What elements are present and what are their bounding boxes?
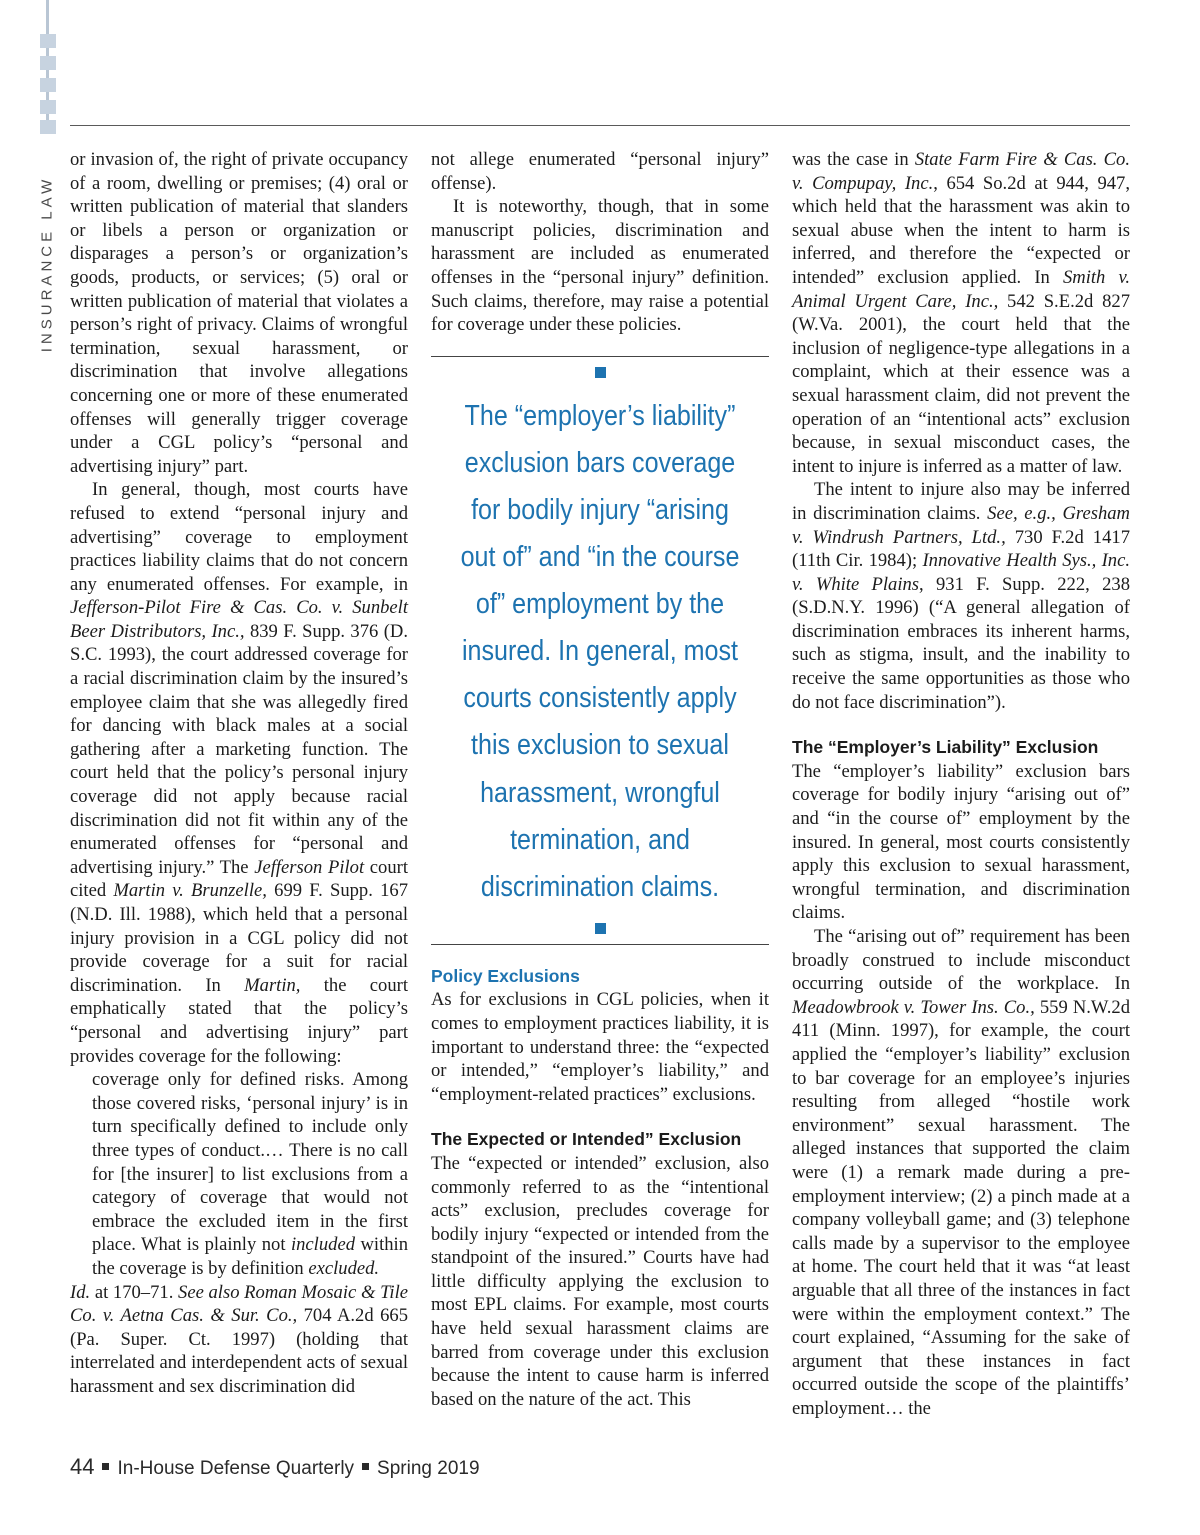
paragraph: It is noteworthy, though, that in some manuscript policies, discrimination and harassment are included as enumerated offenses in the “personal injury” definition. Such claims, therefore, may raise a potential for coverage under these policies. — [431, 196, 769, 336]
case-citation: Jefferson Pilot — [254, 856, 365, 878]
pull-quote-text: The “employer’s liability” exclusion bars coverage for bodily injury “arising out of” and “in the course of” employment by the insured. In general, most courts consistently apply this exclusion to sexual harassment, wrongful termination, and discrimination claims. — [460, 399, 740, 903]
square-bullet-icon — [362, 1463, 369, 1470]
margin-accent-dash — [40, 120, 56, 134]
paragraph: As for exclusions in CGL policies, when it comes to employment practices liability, it is important to understand three: the “expected or intended,” “employer’s liability,” and “employment-related practices” exclusions. — [431, 989, 769, 1105]
section-heading: The Expected or Intended” Exclusion — [431, 1129, 742, 1150]
section-heading: The “Employer’s Liability” Exclusion — [792, 737, 1099, 758]
block-quote: coverage only for defined risks. Among those covered risks, ‘personal injury’ is in turn specifically defined to include only three types of conduct.… There is no call for [the insurer] to list exclusions from a category of coverage that would not embrace the excluded item in the first place. What is plainly not included within the coverage is by definition excluded. — [92, 1069, 408, 1279]
paragraph: The “expected or intended” exclusion, also commonly referred to as the “intentional acts” exclusion, precludes coverage for bodily injury “expected or intended from the standpoint of the insured.” Courts have had little difficulty applying the exclusion to most EPL claims. For example, most courts have held sexual harassment claims are barred from coverage under this exclusion because the intent to cause harm is inferred based on the nature of the act. This — [431, 1152, 769, 1410]
pull-quote — [431, 356, 769, 945]
margin-accent-dash — [40, 78, 56, 92]
paragraph: In general, though, most courts have refused to extend “personal injury and advertising” coverage to employment practices liability claims that do not concern any enumerated offenses. For example, in Jefferson-Pilot Fire & Cas. Co. v. Sunbelt Beer Distributors, Inc., 839 F. Supp. 376 (D. S.C. 1993), the court addressed coverage for a racial discrimination claim by the insured’s employee claim that she was allegedly fired for dancing with black males at a social gathering after a marketing function. The court held that the policy’s personal injury coverage did not apply because racial discrimination did not fit within any of the enumerated offenses for “personal and advertising injury.” The Jefferson Pilot court cited Martin v. Brunzelle, 699 F. Supp. 167 (N.D. Ill. 1988), which held that a personal injury provision in a CGL policy did not provide coverage for a suit for racial discrimination. In Martin, the court emphatically stated that the policy’s “personal and advertising injury” part provides coverage for the following: — [70, 479, 408, 1067]
paragraph: The “employer’s liability” exclusion bars coverage for bodily injury “arising out of” and “in the course of” employment by the insured. In general, most courts consistently apply this exclusion to sexual harassment, wrongful termination, and discrimination claims. — [792, 760, 1130, 924]
square-bullet-icon — [595, 923, 606, 934]
case-citation: State Farm Fire & Cas. Co. v. Compupay, Inc. — [792, 149, 1130, 194]
paragraph: The “arising out of” requirement has been broadly construed to include misconduct occurring outside of the workplace. In Meadowbrook v. Tower Ins. Co., 559 N.W.2d 411 (Minn. 1997), for example, the court applied the “employer’s liability” exclusion to bar coverage for an employee’s injuries resulting from alleged “hostile work environment” sexual harassment. The alleged instances that supported the claim were (1) a remark made during a pre-employment interview; (2) a pinch made at a company volleyball game; and (3) telephone calls made by a supervisor to the employee at home. The court held that it was “at least arguable that all three of the instances in fact were within the employment context.” The court explained, “Assuming for the sake of argument that these instances in fact occurred outside the scope of the plaintiffs’ employment… the — [792, 926, 1130, 1419]
issue-date: Spring 2019 — [377, 1458, 480, 1479]
paragraph: or invasion of, the right of private occupancy of a room, dwelling or premises; (4) oral or written publication of material that slanders or libels a person or organization or disparages a person’s or organization’s goods, products, or services; (5) oral or written publication of material that violates a person’s right of privacy. Claims of wrongful termination, sexual harassment, or discrimination that involve allegations concerning one or more of these enumerated offenses will generally trigger coverage under a CGL policy’s “personal and advertising injury” part. — [70, 149, 408, 477]
page-footer — [70, 1454, 480, 1480]
square-bullet-icon — [102, 1463, 109, 1470]
section-label-text: INSURANCE LAW — [38, 175, 56, 353]
paragraph: Id. at 170–71. See also Roman Mosaic & Tile Co. v. Aetna Cas. & Sur. Co., 704 A.2d 665 (Pa. Super. Ct. 1997) (holding that interrelated and interdependent acts of sexual harassment and sex discrimination did — [70, 1281, 408, 1397]
publication-name: In-House Defense Quarterly — [117, 1458, 355, 1479]
case-citation: See, e.g., Gresham v. Windrush Partners, Ltd., — [792, 502, 1130, 548]
top-rule — [70, 125, 1130, 126]
square-bullet-icon — [595, 367, 606, 378]
margin-accent-dash — [40, 34, 56, 48]
case-citation: See also Roman Mosaic & Tile Co. v. Aetna Cas. & Sur. Co., — [70, 1281, 408, 1327]
column-3 — [792, 148, 1130, 1420]
case-citation: Smith v. Animal Urgent Care, Inc., — [792, 266, 1131, 312]
case-citation: Martin v. Brunzelle, — [113, 880, 267, 902]
paragraph: The intent to injure also may be inferred in discrimination claims. See, e.g., Gresham v. Windrush Partners, Ltd., 730 F.2d 1417 (11th Cir. 1984); Innovative Health Sys., Inc. v. White Plains, 931 F. Supp. 222, 238 (S.D.N.Y. 1996) (“A general allegation of discrimination embraces its inherent harms, such as stigma, insult, and the inability to receive the same opportunities as those who do not face discrimination”). — [792, 479, 1130, 713]
case-citation: Innovative Health Sys., Inc. v. White Plains — [792, 550, 1130, 595]
paragraph: not allege enumerated “personal injury” offense). — [431, 149, 769, 194]
section-label — [27, 154, 67, 374]
margin-accent-dash — [40, 100, 56, 114]
case-citation: Martin, — [244, 974, 301, 996]
section-heading: Policy Exclusions — [431, 965, 580, 986]
margin-accent-dash — [40, 56, 56, 70]
page-number: 44 — [70, 1454, 95, 1479]
paragraph: was the case in State Farm Fire & Cas. Co. v. Compupay, Inc., 654 So.2d at 944, 947, which held that the harassment was akin to sexual abuse when the intent to harm is inferred, and therefore the “expected or intended” exclusion applied. In Smith v. Animal Urgent Care, Inc., 542 S.E.2d 827 (W.Va. 2001), the court held that the inclusion of negligence-type allegations in a complaint, which at their essence was a sexual harassment claim, did not prevent the operation of an “intentional acts” exclusion because, in sexual misconduct cases, the intent to injure is inferred as a matter of law. — [792, 149, 1131, 477]
column-2 — [431, 148, 769, 1411]
column-1 — [70, 148, 408, 1398]
case-citation: Meadowbrook v. Tower Ins. Co., — [792, 996, 1035, 1018]
case-citation: Jefferson-Pilot Fire & Cas. Co. v. Sunbelt Beer Distributors, Inc., — [70, 597, 408, 642]
